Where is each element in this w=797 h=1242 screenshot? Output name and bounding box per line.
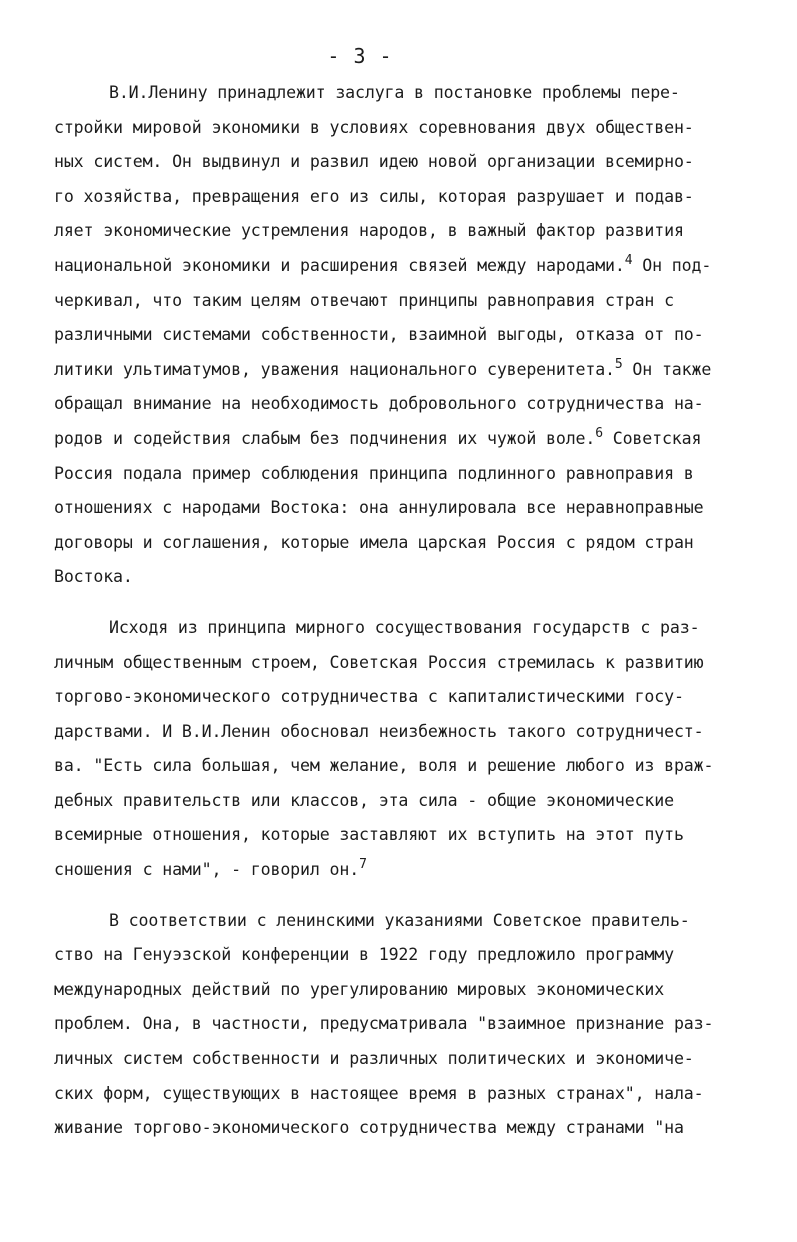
- text-line: ских форм, существующих в настоящее время в разных странах", нала-: [54, 1083, 704, 1103]
- text-line: стройки мировой экономики в условиях соревнования двух обществен-: [54, 117, 694, 137]
- text-line: обращал внимание на необходимость добровольного сотрудничества на-: [54, 394, 704, 414]
- page-number: - 3 -: [327, 44, 393, 68]
- paragraph-1: [54, 76, 784, 595]
- text-line: проблем. Она, в частности, предусматривала "взаимное признание раз-: [54, 1014, 714, 1034]
- text-line: родов и содействия слабым без подчинения их чужой воле.$^6$ Советская: [54, 425, 702, 448]
- text-line: Россия подала пример соблюдения принципа подлинного равноправия в: [54, 463, 694, 483]
- text-line: черкивал, что таким целям отвечают принципы равноправия стран с: [54, 290, 674, 310]
- text-line: ляет экономические устремления народов, в важный фактор развития: [54, 221, 684, 241]
- text-line: го хозяйства, превращения его из силы, которая разрушает и подав-: [54, 186, 694, 206]
- paragraph-3: [54, 904, 784, 1146]
- text-line: литики ультиматумов, уважения национального суверенитета.$^5$ Он также: [54, 356, 712, 379]
- text-line: ных систем. Он выдвинул и развил идею новой организации всемирно-: [54, 152, 694, 172]
- text-line: В соответствии с ленинскими указаниями Советское правитель-: [109, 910, 690, 930]
- text-line: личных систем собственности и различных политических и экономиче-: [54, 1049, 694, 1069]
- text-line: дебных правительств или классов, эта сила - общие экономические: [54, 790, 674, 810]
- text-line: Исходя из принципа мирного сосуществования государств с раз-: [109, 617, 700, 637]
- footnote-ref: 7: [359, 857, 367, 873]
- text-line: всемирные отношения, которые заставляют их вступить на этот путь: [54, 825, 684, 845]
- body-text: [54, 76, 784, 1146]
- paragraph-2: [54, 611, 784, 888]
- text-line: отношениях с народами Востока: она аннулировала все неравноправные: [54, 498, 704, 518]
- footnote-ref: 5: [614, 356, 623, 372]
- text-line: национальной экономики и расширения связей между народами.$^4$ Он под-: [54, 252, 712, 275]
- text-line: дарствами. И В.И.Ленин обосновал неизбежность такого сотрудничест-: [54, 721, 704, 741]
- text-line: живание торгово-экономического сотрудничества между странами "на: [54, 1118, 684, 1138]
- text-line: личным общественным строем, Советская Россия стремилась к развитию: [54, 652, 704, 672]
- text-line: В.И.Ленину принадлежит заслуга в постановке проблемы пере-: [109, 83, 680, 102]
- text-line: торгово-экономического сотрудничества с капиталистическими госу-: [54, 687, 684, 707]
- text-line: международных действий по урегулированию мировых экономических: [54, 979, 665, 999]
- text-line: сношения с нами", - говорил он.$^7$: [54, 857, 367, 880]
- text-line: Востока.: [54, 567, 133, 587]
- text-line: ва. "Есть сила большая, чем желание, воля и решение любого из враж-: [54, 756, 714, 776]
- footnote-ref: 4: [624, 252, 633, 268]
- text-line: различными системами собственности, взаимной выгоды, отказа от по-: [54, 325, 704, 345]
- text-line: договоры и соглашения, которые имела царская Россия с рядом стран: [54, 532, 694, 552]
- footnote-ref: 6: [595, 425, 603, 441]
- text-line: ство на Генуэзской конференции в 1922 году предложило программу: [54, 945, 674, 965]
